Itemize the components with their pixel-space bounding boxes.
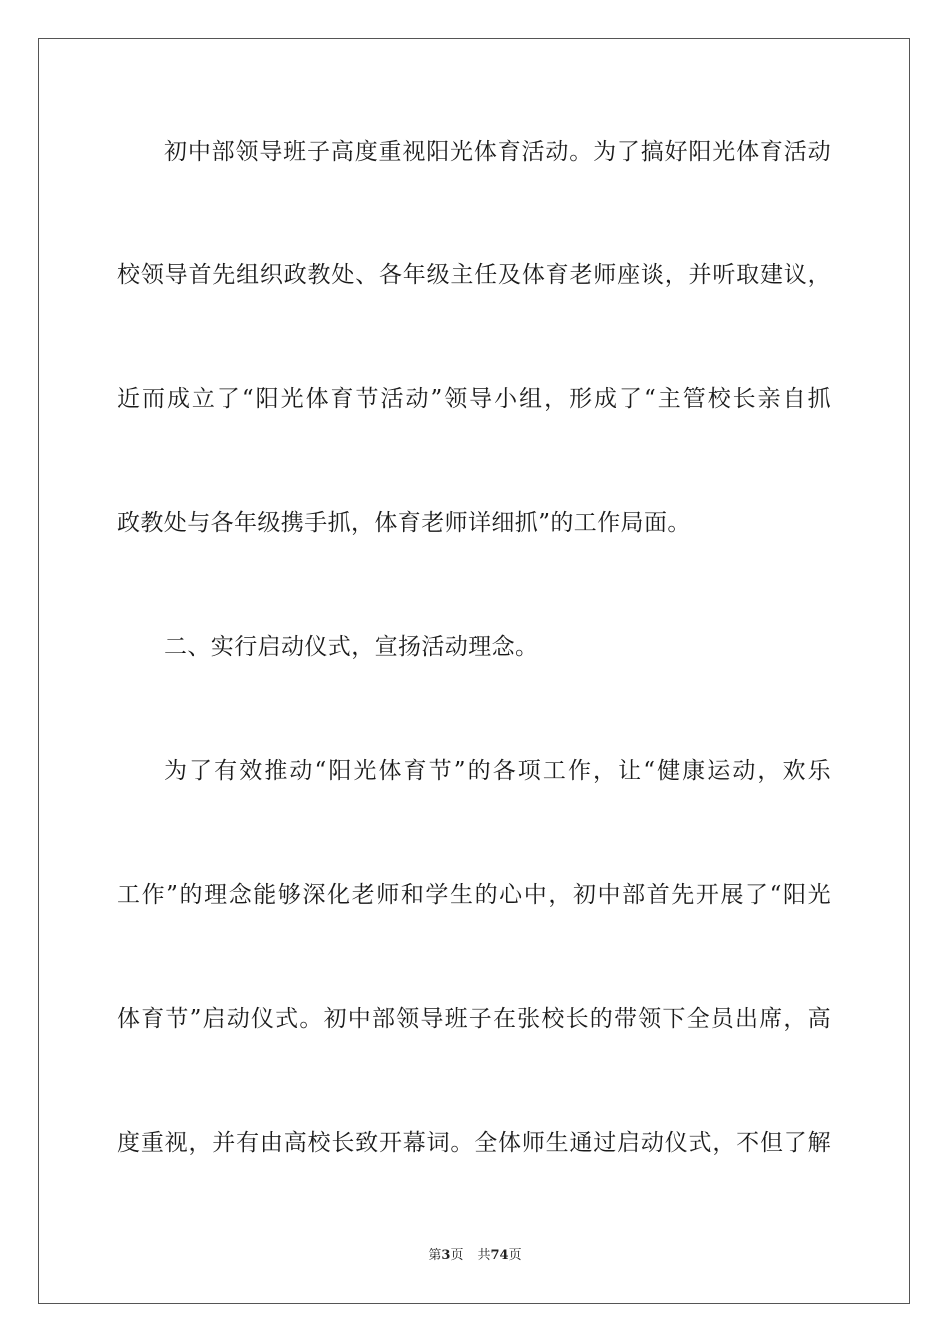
paragraph-line-8: 度重视，并有由高校长致开幕词。全体师生通过启动仪式，不但了解 [117, 1130, 831, 1156]
page-footer [0, 1248, 950, 1264]
paragraph-line-7: 体育节”启动仪式。初中部领导班子在张校长的带领下全员出席，高 [117, 1006, 831, 1032]
paragraph-line-6: 工作”的理念能够深化老师和学生的心中，初中部首先开展了“阳光 [117, 882, 831, 908]
total-suffix: 页 [508, 1248, 522, 1263]
total-prefix: 共 [477, 1248, 491, 1263]
paragraph-line-3: 近而成立了“阳光体育节活动”领导小组，形成了“主管校长亲自抓 [117, 386, 831, 412]
paragraph-line-2: 校领导首先组织政教处、各年级主任及体育老师座谈，并听取建议， [117, 262, 831, 288]
page-number: 3 [441, 1248, 451, 1263]
page-frame [38, 38, 910, 1304]
paragraph-line-1: 初中部领导班子高度重视阳光体育活动。为了搞好阳光体育活动 [164, 139, 831, 165]
total-pages: 74 [490, 1248, 509, 1263]
page-suffix: 页 [450, 1248, 464, 1263]
paragraph-line-5: 为了有效推动“阳光体育节”的各项工作，让“健康运动，欢乐 [164, 758, 831, 784]
section-heading: 二、实行启动仪式，宣扬活动理念。 [164, 634, 539, 660]
paragraph-line-4: 政教处与各年级携手抓，体育老师详细抓”的工作局面。 [117, 510, 691, 536]
page-prefix: 第 [428, 1248, 442, 1263]
